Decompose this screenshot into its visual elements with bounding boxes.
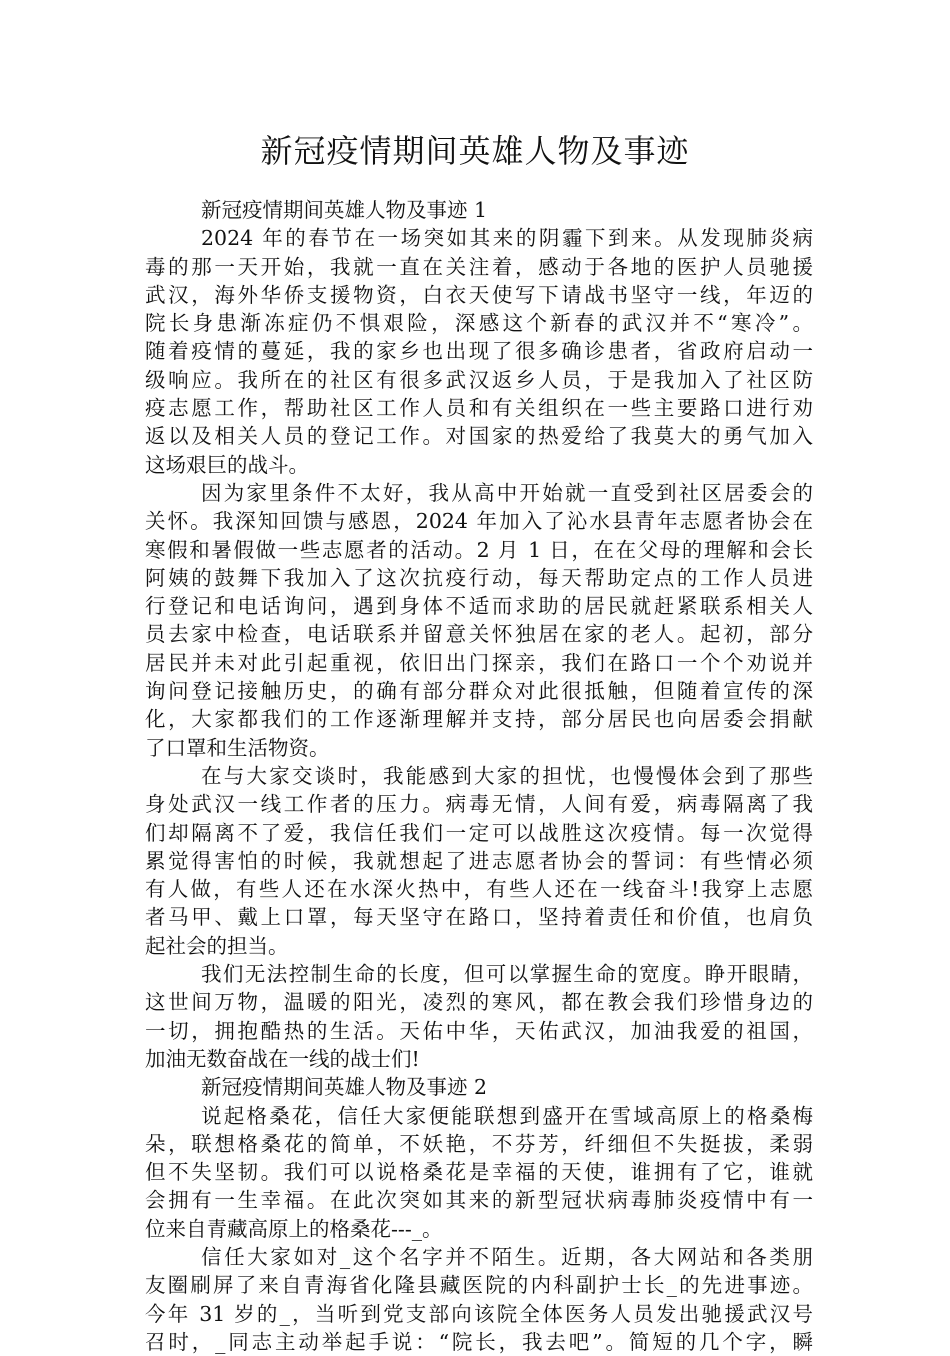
paragraph-first-line: 说起格桑花，信任大家便能联想到盛开在雪域高原上的格桑梅: [201, 1103, 813, 1128]
body-line: 返以及相关人员的登记工作。对国家的热爱给了我莫大的勇气加入: [145, 424, 813, 449]
body-line: 院长身患渐冻症仍不惧艰险，深感这个新春的武汉并不“寒冷”。: [145, 311, 813, 336]
body-line: 有人做，有些人还在水深火热中，有些人还在一线奋斗!我穿上志愿: [145, 877, 813, 902]
section-heading: 新冠疫情期间英雄人物及事迹 1: [201, 198, 488, 222]
body-line: 随着疫情的蔓延，我的家乡也出现了很多确诊患者，省政府启动一: [145, 339, 813, 364]
body-line: 召时，_同志主动举起手说：“院长，我去吧”。简短的几个字，瞬: [145, 1329, 813, 1354]
body-line: 毒的那一天开始，我就一直在关注着，感动于各地的医护人员驰援: [145, 254, 813, 279]
body-line: 员去家中检查，电话联系并留意关怀独居在家的老人。起初，部分: [145, 622, 813, 647]
body-line: 级响应。我所在的社区有很多武汉返乡人员，于是我加入了社区防: [145, 367, 813, 392]
body-line: 行登记和电话询问，遇到身体不适而求助的居民就赶紧联系相关人: [145, 594, 813, 619]
paragraph-first-line: 我们无法控制生命的长度，但可以掌握生命的宽度。睁开眼睛，: [201, 962, 813, 987]
body-line: 一切，拥抱酷热的生活。天佑中华，天佑武汉，加油我爱的祖国，: [145, 1018, 813, 1043]
paragraph-last-line: 了口罩和生活物资。: [145, 735, 330, 760]
paragraph-last-line: 这场艰巨的战斗。: [145, 452, 309, 477]
body-line: 化，大家都我们的工作逐渐理解并支持，部分居民也向居委会捐献: [145, 707, 813, 732]
body-line: 这世间万物，温暖的阳光，凌烈的寒风，都在教会我们珍惜身边的: [145, 990, 813, 1015]
body-line: 但不失坚韧。我们可以说格桑花是幸福的天使，谁拥有了它，谁就: [145, 1160, 813, 1185]
paragraph-first-line: 信任大家如对_这个名字并不陌生。近期，各大网站和各类朋: [201, 1244, 813, 1269]
body-line: 们却隔离不了爱，我信任我们一定可以战胜这次疫情。每一次觉得: [145, 820, 813, 845]
body-line: 朵，联想格桑花的简单，不妖艳，不芬芳，纤细但不失挺拔，柔弱: [145, 1131, 813, 1156]
paragraph-first-line: 2024 年的春节在一场突如其来的阴霾下到来。从发现肺炎病: [201, 226, 813, 251]
paragraph-last-line: 位来自青藏高原上的格桑花---_。: [145, 1216, 443, 1241]
body-line: 身处武汉一线工作者的压力。病毒无情，人间有爱，病毒隔离了我: [145, 792, 813, 817]
paragraph-first-line: 在与大家交谈时，我能感到大家的担忧，也慢慢体会到了那些: [201, 763, 813, 788]
body-line: 寒假和暑假做一些志愿者的活动。2 月 1 日，在在父母的理解和会长: [145, 537, 813, 562]
paragraph-last-line: 起社会的担当。: [145, 933, 289, 958]
body-line: 居民并未对此引起重视，依旧出门探亲，我们在路口一个个劝说并: [145, 650, 813, 675]
document-title: 新冠疫情期间英雄人物及事迹: [260, 132, 690, 170]
section-heading: 新冠疫情期间英雄人物及事迹 2: [201, 1075, 488, 1100]
paragraph-last-line: 加油无数奋战在一线的战士们!: [145, 1046, 420, 1071]
body-line: 今年 31 岁的_，当听到党支部向该院全体医务人员发出驰援武汉号: [145, 1301, 813, 1326]
body-line: 累觉得害怕的时候，我就想起了进志愿者协会的誓词：有些情必须: [145, 848, 813, 873]
body-line: 阿姨的鼓舞下我加入了这次抗疫行动，每天帮助定点的工作人员进: [145, 565, 813, 590]
document-body: [145, 196, 813, 1356]
body-line: 友圈刷屏了来自青海省化隆县藏医院的内科副护士长_的先进事迹。: [145, 1273, 813, 1298]
body-line: 关怀。我深知回馈与感恩，2024 年加入了沁水县青年志愿者协会在: [145, 509, 813, 534]
body-line: 武汉，海外华侨支援物资，白衣天使写下请战书坚守一线，年迈的: [145, 282, 813, 307]
body-line: 疫志愿工作，帮助社区工作人员和有关组织在一些主要路口进行劝: [145, 396, 813, 421]
body-line: 询问登记接触历史，的确有部分群众对此很抵触，但随着宣传的深: [145, 679, 813, 704]
body-line: 会拥有一生幸福。在此次突如其来的新型冠状病毒肺炎疫情中有一: [145, 1188, 813, 1213]
paragraph-first-line: 因为家里条件不太好，我从高中开始就一直受到社区居委会的: [201, 480, 813, 505]
body-line: 者马甲、戴上口罩，每天坚守在路口，坚持着责任和价值，也肩负: [145, 905, 813, 930]
